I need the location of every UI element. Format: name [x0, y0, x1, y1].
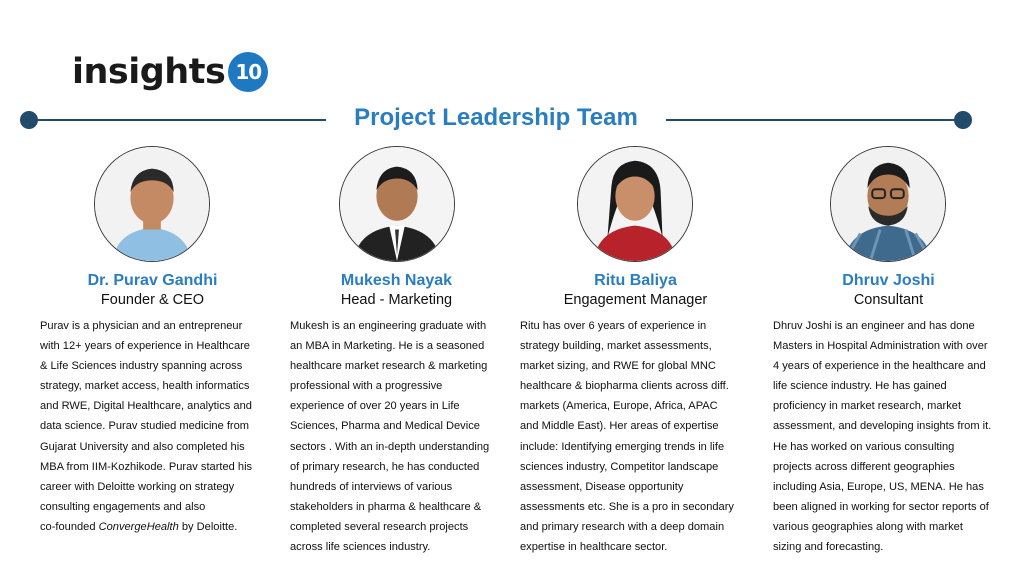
bio-line: and Middle East). Her areas of expertise [520, 420, 719, 433]
bio-line: stakeholders in pharma & healthcare & [290, 500, 482, 513]
logo-wordmark: insights [72, 51, 226, 92]
portrait-photo-purav [94, 146, 210, 262]
bio-line: Purav is a physician and an entrepreneur [40, 320, 243, 332]
page-title: Project Leadership Team [354, 104, 638, 131]
member-bio [773, 316, 991, 557]
bio-line: Sciences, Pharma and Medical Device [290, 420, 480, 433]
member-name: Mukesh Nayak [340, 272, 453, 289]
bio-line: Dhruv Joshi is an engineer and has done [773, 320, 975, 332]
bio-line: Ritu has over 6 years of experience in [520, 320, 707, 332]
member-bio [520, 316, 734, 557]
member-name: Dhruv Joshi [842, 272, 935, 289]
bio-line: career with Deloitte working on strategy [40, 480, 235, 493]
bio-line: markets (America, Europe, Africa, APAC [520, 400, 718, 413]
bio-line: hundreds of interviews of various [290, 480, 453, 493]
bio-line: sizing and forecasting. [773, 541, 884, 554]
bio-line: and RWE, Digital Healthcare, analytics and [40, 400, 252, 413]
bio-line: market sizing, and RWE for global MNC [520, 360, 716, 373]
bio-line: and primary research with a deep domain [520, 520, 725, 533]
bio-line: strategy building, market assessments, [520, 340, 712, 353]
title-divider-right [666, 119, 964, 121]
bio-line: projects across different geographies [773, 460, 955, 473]
person-photo-icon [95, 147, 209, 261]
bio-line: healthcare & biopharma clients across diff. [520, 380, 729, 393]
bio-line: assessment, Disease opportunity [520, 480, 684, 493]
bio-line: healthcare market research & marketing [290, 360, 488, 373]
title-row [0, 100, 1024, 140]
bio-line: include: Identifying emerging trends in life [520, 440, 725, 453]
logo-badge: 10 [228, 52, 268, 92]
bio-text: by Deloitte. [178, 520, 238, 533]
person-photo-icon [578, 147, 692, 261]
bio-line: various geographies along with market [773, 520, 963, 533]
portrait-photo-mukesh [339, 146, 455, 262]
bio-line: assessment, and developing insights from it. [773, 420, 992, 433]
member-role: Founder & CEO [100, 292, 205, 308]
bio-line-last [40, 517, 252, 537]
company-name: ConvergeHealth [98, 520, 179, 533]
bio-line: MBA from IIM-Kozhikode. Purav started his [40, 460, 253, 473]
bio-line: Gujarat University and also completed his [40, 440, 245, 453]
title-dot-right [954, 111, 972, 129]
bio-line: strategy, market access, health informatics [40, 380, 250, 393]
insights10-logo [72, 50, 268, 94]
person-photo-icon [340, 147, 454, 261]
bio-line: life science industry. He has gained [773, 380, 947, 393]
title-divider-left [28, 119, 326, 121]
bio-line: completed several research projects [290, 520, 469, 533]
bio-line: with 12+ years of experience in Healthcare [40, 340, 250, 353]
bio-line: across life sciences industry. [290, 541, 431, 554]
portrait-photo-ritu [577, 146, 693, 262]
bio-line: experience of over 20 years in Life [290, 400, 460, 413]
member-bio [40, 316, 252, 537]
bio-text: co-founded [40, 520, 99, 533]
bio-line: professional with a progressive [290, 380, 443, 393]
bio-line: of primary research, he has conducted [290, 460, 480, 473]
bio-line: been aligned in working for sector reports of [773, 500, 989, 513]
bio-line: expertise in healthcare sector. [520, 541, 668, 554]
member-name: Ritu Baliya [594, 272, 677, 289]
bio-line: sectors . With an in-depth understanding [290, 440, 490, 453]
title-dot-left [20, 111, 38, 129]
portrait-photo-dhruv [830, 146, 946, 262]
member-role: Consultant [853, 292, 924, 308]
member-role: Engagement Manager [563, 292, 708, 308]
bio-line: consulting engagements and also [40, 500, 206, 513]
member-name: Dr. Purav Gandhi [87, 272, 218, 289]
bio-line: He has worked on various consulting [773, 440, 955, 453]
bio-line: Masters in Hospital Administration with over [773, 340, 988, 353]
bio-line: 4 years of experience in the healthcare and [773, 360, 986, 373]
person-photo-icon [831, 147, 945, 261]
bio-line: assessments etc. She is a pro in secondary [520, 500, 734, 513]
bio-line: & Life Sciences industry spanning across [40, 360, 243, 373]
bio-line: Mukesh is an engineering graduate with [290, 320, 487, 332]
bio-line: including Asia, Europe, US, MENA. He has [773, 480, 984, 493]
member-bio [290, 316, 489, 557]
bio-line: an MBA in Marketing. He is a seasoned [290, 340, 485, 353]
bio-line: data science. Purav studied medicine from [40, 420, 250, 433]
member-role: Head - Marketing [340, 292, 453, 308]
bio-line: sciences industry, Competitor landscape [520, 460, 719, 473]
bio-line: proficiency in market research, market [773, 400, 962, 413]
